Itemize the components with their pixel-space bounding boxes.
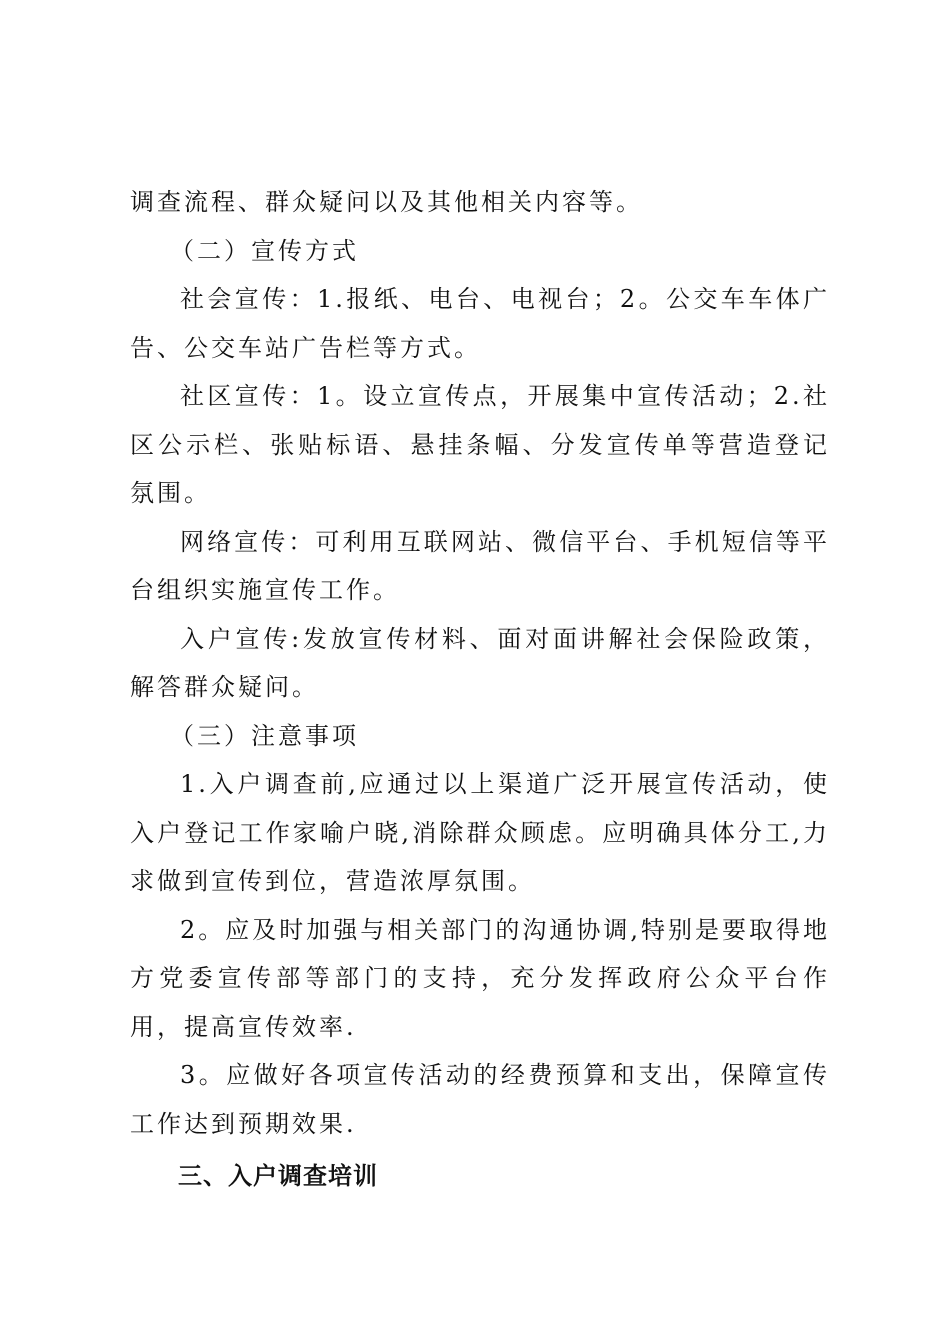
body-paragraph-precaution-1: 1.入户调查前,应通过以上渠道广泛开展宣传活动，使入户登记工作家喻户晓,消除群众顾虑。应明确具体分工,力求做到宣传到位，营造浓厚氛围。 [130, 770, 830, 895]
body-paragraph-social-publicity: 社会宣传：1.报纸、电台、电视台；2。公交车车体广告、公交车站广告栏等方式。 [130, 285, 830, 362]
subheading-precautions: （三）注意事项 [170, 721, 359, 750]
section-heading-training: 三、入户调查培训 [178, 1162, 378, 1190]
body-paragraph-household-publicity: 入户宣传:发放宣传材料、面对面讲解社会保险政策，解答群众疑问。 [130, 624, 830, 701]
body-paragraph-community-publicity: 社区宣传：1。设立宣传点，开展集中宣传活动；2.社区公示栏、张贴标语、悬挂条幅、分发宣传单等营造登记氛围。 [130, 382, 830, 507]
document-page [130, 178, 830, 1201]
body-paragraph-precaution-3: 3。应做好各项宣传活动的经费预算和支出，保障宣传工作达到预期效果. [130, 1061, 830, 1138]
body-paragraph-precaution-2: 2。应及时加强与相关部门的沟通协调,特别是要取得地方党委宣传部等部门的支持，充分发挥政府公众平台作用，提高宣传效率. [130, 915, 830, 1041]
body-paragraph-online-publicity: 网络宣传：可利用互联网站、微信平台、手机短信等平台组织实施宣传工作。 [130, 527, 830, 604]
subheading-publicity-methods: （二）宣传方式 [170, 236, 359, 265]
body-paragraph-continuation: 调查流程、群众疑问以及其他相关内容等。 [130, 188, 643, 216]
